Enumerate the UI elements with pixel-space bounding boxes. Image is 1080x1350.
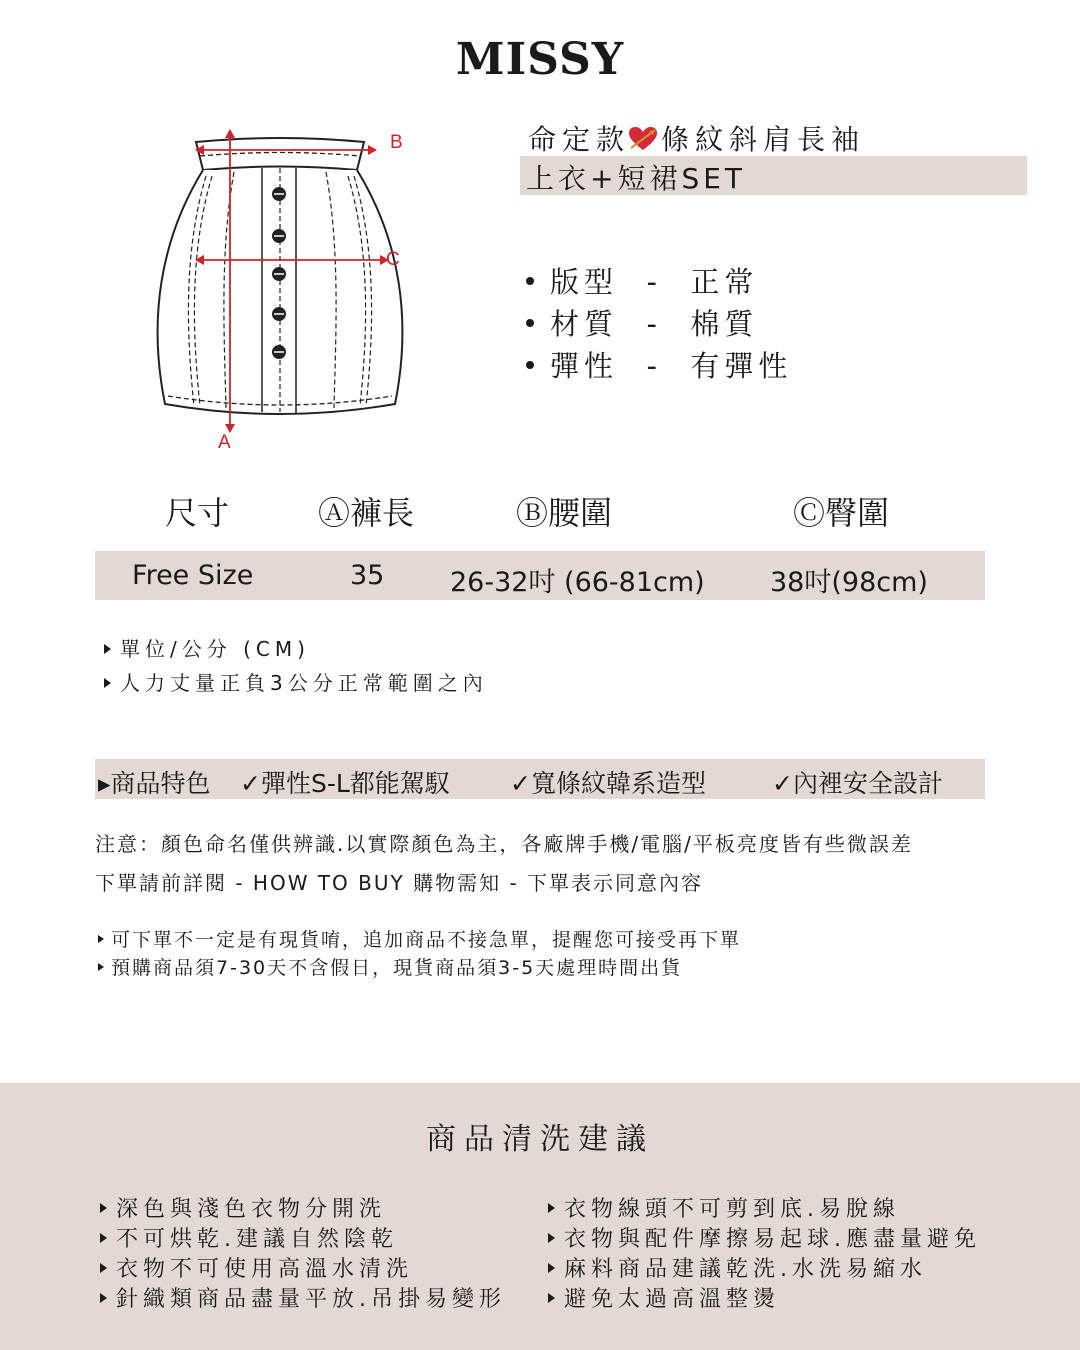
triangle-bullet-icon bbox=[104, 678, 111, 688]
cell-hip: 38吋(98cm) bbox=[770, 567, 928, 598]
triangle-bullet-icon bbox=[100, 1233, 107, 1243]
label-a: A bbox=[218, 432, 231, 453]
note-unit: 單位/公分 (CM) bbox=[104, 633, 310, 662]
color-warning: 注意：顏色命名僅供辨識.以實際顏色為主，各廠牌手機/電腦/平板亮度皆有些微誤差 bbox=[95, 832, 913, 856]
triangle-bullet-icon bbox=[548, 1263, 555, 1273]
care-left-2: 不可烘乾.建議自然陰乾 bbox=[100, 1222, 398, 1253]
note-tolerance: 人力丈量正負3公分正常範圍之內 bbox=[104, 667, 488, 696]
triangle-bullet-icon bbox=[548, 1233, 555, 1243]
label-c: C bbox=[386, 249, 400, 270]
spec-material: 材質 - 棉質 bbox=[526, 302, 758, 343]
triangle-bullet-icon bbox=[98, 935, 104, 943]
header-waist: Ⓑ腰圍 bbox=[516, 494, 613, 532]
spec-elasticity: 彈性 - 有彈性 bbox=[526, 344, 792, 385]
cell-waist: 26-32吋 (66-81cm) bbox=[450, 567, 705, 598]
care-right-1: 衣物線頭不可剪到底.易脫線 bbox=[548, 1192, 900, 1223]
title-prefix: 命定款 bbox=[528, 123, 631, 156]
cell-length: 35 bbox=[350, 560, 385, 591]
features-label: ▸商品特色 bbox=[98, 769, 211, 798]
triangle-bullet-icon bbox=[548, 1293, 555, 1303]
bullet-dot-icon bbox=[526, 277, 534, 285]
bullet-dot-icon bbox=[526, 319, 534, 327]
care-right-4: 避免太過高溫整燙 bbox=[548, 1282, 780, 1313]
brand-logo: MISSY bbox=[455, 34, 625, 85]
feature-3: ✓內裡安全設計 bbox=[772, 769, 943, 798]
how-to-buy-note: 下單請前詳閱 - HOW TO BUY 購物需知 - 下單表示同意內容 bbox=[95, 871, 704, 895]
triangle-bullet-icon bbox=[104, 644, 111, 654]
spec-fit: 版型 - 正常 bbox=[526, 260, 758, 301]
skirt-diagram bbox=[150, 120, 410, 460]
heart-arrow-icon bbox=[628, 126, 658, 152]
product-subtitle: 上衣+短裙SET bbox=[526, 162, 747, 195]
header-size: 尺寸 bbox=[165, 494, 230, 532]
triangle-bullet-icon bbox=[100, 1203, 107, 1213]
header-hip: Ⓒ臀圍 bbox=[793, 494, 890, 532]
cell-size: Free Size bbox=[132, 560, 254, 591]
label-b: B bbox=[390, 132, 403, 153]
care-left-4: 針織類商品盡量平放.吊掛易變形 bbox=[100, 1282, 506, 1313]
care-title: 商品清洗建議 bbox=[426, 1122, 654, 1157]
care-right-2: 衣物與配件摩擦易起球.應盡量避免 bbox=[548, 1222, 981, 1253]
header-length: Ⓐ褲長 bbox=[318, 494, 415, 532]
care-left-1: 深色與淺色衣物分開洗 bbox=[100, 1192, 386, 1223]
feature-2: ✓寬條紋韓系造型 bbox=[510, 769, 706, 798]
title-suffix: 條紋斜肩長袖 bbox=[661, 123, 866, 156]
triangle-bullet-icon bbox=[98, 963, 104, 971]
bullet-dot-icon bbox=[526, 361, 534, 369]
care-left-3: 衣物不可使用高溫水清洗 bbox=[100, 1252, 413, 1283]
triangle-bullet-icon bbox=[100, 1293, 107, 1303]
preorder-note-1: 可下單不一定是有現貨唷，追加商品不接急單，提醒您可接受再下單 bbox=[98, 925, 741, 952]
care-right-3: 麻料商品建議乾洗.水洗易縮水 bbox=[548, 1252, 927, 1283]
preorder-note-2: 預購商品須7-30天不含假日，現貨商品須3-5天處理時間出貨 bbox=[98, 953, 682, 980]
triangle-bullet-icon bbox=[548, 1203, 555, 1213]
product-title bbox=[528, 118, 865, 158]
triangle-bullet-icon bbox=[100, 1263, 107, 1273]
feature-1: ✓彈性S-L都能駕馭 bbox=[240, 769, 450, 798]
